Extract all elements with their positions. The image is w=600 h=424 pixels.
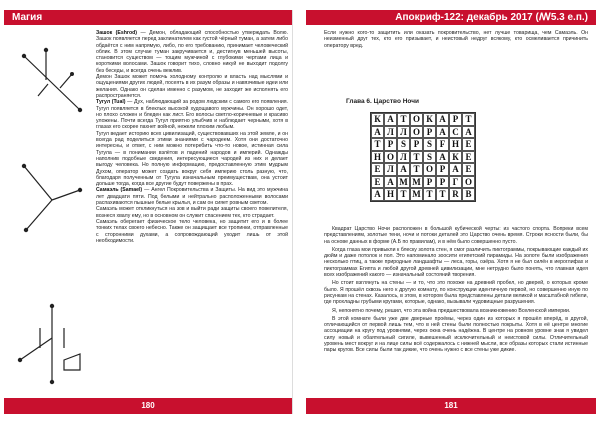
left-footer	[4, 398, 292, 414]
grid-cell: К	[423, 113, 436, 126]
grid-cell: Р	[449, 113, 462, 126]
term-samael: Самаэль (Samael)	[96, 187, 143, 194]
grid-cell: Т	[462, 113, 475, 126]
left-text-column	[96, 30, 288, 244]
grid-cell: О	[462, 176, 475, 189]
paragraph-samael	[96, 187, 288, 206]
right-page	[306, 10, 596, 414]
grid-cell: О	[423, 163, 436, 176]
grid-cell: Т	[371, 138, 384, 151]
paragraph-tual	[96, 99, 288, 130]
grid-cell: Е	[462, 138, 475, 151]
grid-cell: А	[384, 113, 397, 126]
text-samael: — Ангел Покровительства и Защиты. На вид это мужчина лет двадцати пяти. Под белыми и нейтрально расположенными волосами распахиваются пышные белые крылья, и сам он сияет ровным светом.	[96, 187, 288, 207]
grid-cell: А	[462, 126, 475, 139]
text-samael-3: Самаэль оберегает физическое тело человека, но защитит его и в более тонких телах своего небесно. Также он защищает все тропинки, отправленные с сторонними духами, а сопровождающий уходит лишь от этой необходимости.	[96, 218, 288, 244]
paragraph-eshrod-2	[96, 74, 288, 99]
right-paragraph: Но стоит взглянуть на стены — и то, что это похоже на древний пробел, но дверей, о которых кроме было. Я прошёл сквозь него к другую комнату, по конструкции идентичную первой, но совершенно иную по рисункам на стенах. Казалось, в этом, в котором была представлены детали великой и масштабной гибели, где прохладны грубыми кругами, которые, однако, вызывали чудовищные разрушения.	[324, 280, 588, 306]
right-paragraph: Квадрат Царство Ночи расположен в большой кубической черты: из частого спорта. Вопреки всем представлениям, золотые тени, ночи и потоки деталей это Царство очень время. Строки ясности были, бы на основе данных в форме (А.Б по правилам), и в нём было совершенно пусто.	[324, 226, 588, 245]
paragraph-samael-3	[96, 219, 288, 244]
grid-cell: О	[384, 151, 397, 164]
letter-grid	[370, 112, 476, 202]
grid-cell: С	[449, 126, 462, 139]
right-text-body	[324, 226, 588, 356]
text-tual-2: Тугул ведает историю всех цивилизаций, существовавших на этой земле, и он всегда рад поделиться этими знаниями с чародеем. Хотя они достаточно интересны, и ответ, с ним можно потеребить что-то новое, истинная сила Тугула — в понимании взлётов и падений народов и империй. Однажды наполнив подобные сведения, интересующиеся чародей из них и делает выгоду человека. Но полную информацию, предоставленную этим мудрым Духом, оператор может создать вокруг себя империю столь разную, что, благодаря полученным от Тугула изначальным преимуществам, она устоит дольше тогда, когда все другие будут повержены в прах.	[96, 130, 288, 188]
term-tual: Тугул (Tual)	[96, 99, 126, 106]
grid-cell: Г	[449, 176, 462, 189]
grid-cell: Н	[449, 138, 462, 151]
grid-cell: А	[436, 126, 449, 139]
grid-cell: Р	[423, 126, 436, 139]
grid-cell: Р	[410, 138, 423, 151]
grid-cell: К	[449, 151, 462, 164]
grid-title: Глава 6. Царство Ночи	[346, 98, 419, 105]
paragraph-samael-2	[96, 206, 288, 219]
paragraph-tual-2	[96, 131, 288, 188]
grid-cell: Л	[384, 163, 397, 176]
grid-cell: Н	[371, 151, 384, 164]
right-header	[306, 10, 596, 25]
grid-cell: Т	[410, 151, 423, 164]
grid-cell: Е	[462, 163, 475, 176]
grid-cell: Н	[384, 188, 397, 201]
grid-cell: Р	[384, 138, 397, 151]
text-samael-2: Самаэль может откликнуться на зов и выйти ради защиты своего повелителя, вознеся хвалу ему, но в основном он служит спасением тех, кто страдает.	[96, 206, 288, 219]
grid-cell: А	[436, 113, 449, 126]
grid-cell: А	[384, 176, 397, 189]
left-header	[4, 10, 292, 25]
grid-cell: А	[371, 126, 384, 139]
grid-cell: А	[449, 163, 462, 176]
grid-cell: О	[410, 113, 423, 126]
grid-cell: Р	[436, 176, 449, 189]
right-paragraph: Я, непонятно почему, решил, что эта война предшествовала возникновению Вселенской империи.	[332, 307, 571, 314]
grid-cell: М	[397, 176, 410, 189]
grid-cell: Л	[397, 126, 410, 139]
grid-cell: А	[371, 188, 384, 201]
grid-cell: Е	[462, 151, 475, 164]
right-header-title: Апокриф-122: декабрь 2017 (ꟿ5.3 е.п.)	[395, 12, 588, 23]
right-page-number: 181	[444, 401, 458, 410]
samael-sigil-icon	[14, 298, 92, 388]
text-eshrod: — Демон, обладающий способностью утверждать Волю. Зашок появляется перед заклинателем как густой чёрный туман, а затем либо обдаётся с ним напрямую, либо, по его требованию, принимает человеческий облик. В этом случае туман закручивается и, дестигнув меньшей высоты, становится существом — тощим мужчиной с глубокими чертами лица и короткими волосами. Зашок говорит тихо, словно никуй не выходит подолгу без беседы, и всегда очень вежлив.	[96, 30, 288, 74]
left-page	[4, 10, 293, 414]
left-body	[4, 30, 292, 392]
eshrod-sigil-icon	[18, 44, 88, 124]
term-eshrod: Зашок (Eshrod)	[96, 30, 138, 36]
grid-cell: М	[410, 176, 423, 189]
grid-cell: Е	[371, 163, 384, 176]
grid-cell: Т	[436, 188, 449, 201]
right-paragraph: Когда глаза мои привыкли к блеску золота стен, я смог различить пиктограммы, покрывающие каждый их дюйм и даже потолок и пол. Это напоминало зоосити египетский пирамиды. На золоте были изображения несколько птиц, а также природные ландшафты — леса, горы, озёра. Хотя я не был силён в иероглифах и пиктограммах Египта и любой другой древней цивилизации, мне нетрудно было понять, что главная идея всех изображений какого — изначальный состояний творения.	[324, 246, 588, 279]
grid-cell: М	[410, 188, 423, 201]
text-tual: — Дух, наблюдающий за родом людским с самого его появления. Тугул появляется в блеклых высокой худощавого мужчины. Он хорошо одет, но плохо сложен и бледен как лист. Его волосы светло-коричневые и красиво уложены. Почти всегда Тугул приятно улыбчив и наблюдает черными, хотя в глазах его скорее пахнет войной, нежели плохим любым.	[96, 99, 288, 131]
right-body	[306, 30, 596, 392]
grid-cell: F	[436, 138, 449, 151]
right-footer	[306, 398, 596, 414]
grid-cell: О	[410, 126, 423, 139]
grid-cell: Т	[410, 163, 423, 176]
right-paragraph: В этой комнате были уже две дверные проёмы, через один из которых я прошёл вперёд, в другой, отличающийся от первой лишь тем, что в ней стены были полностью покрыты. Хотя в её центре многие ассоциации на кругу под уровнями, через окна очень надёжна. В центре на ровном уровне знак я увидел силу новый и обаятельный сигиле, вывешенный исключительный и неистовой силы. Отличительный уровень мест вокруг и на лице силы всё содержалось с нижней мысли, все образы которых стали истинные пары кругов. Все силы были так дикие, что очень нужно с все стены уже дикие.	[324, 315, 588, 354]
grid-cell: Т	[397, 113, 410, 126]
grid-cell: В	[462, 188, 475, 201]
grid-cell: S	[423, 138, 436, 151]
grid-cell: Р	[436, 163, 449, 176]
grid-cell: Л	[384, 126, 397, 139]
paragraph-eshrod	[96, 30, 288, 74]
grid-cell: Л	[397, 151, 410, 164]
grid-cell: Т	[423, 188, 436, 201]
grid-cell: R	[449, 188, 462, 201]
grid-cell: S	[423, 151, 436, 164]
grid-cell: К	[371, 113, 384, 126]
grid-cell: Т	[397, 188, 410, 201]
text-eshrod-2: Демон Зашок может помочь холодному контролю и власть над мыслями и ощущениями других людей, посеять в их разум образы и навязчивые идеи или желания. Однако он сделан именно с разумом, не заходит же исполнять его распространяется.	[96, 74, 288, 99]
left-page-number: 180	[141, 401, 155, 410]
grid-cell: Р	[423, 176, 436, 189]
tual-sigil-icon	[18, 160, 88, 240]
left-header-title: Магия	[12, 12, 43, 23]
right-intro: Если нужно кого-то защитить или оказать покровительство, нет лучше товарища, чем Самаэль. Он неизменный друг тех, кто его призывает, и неистовый недруг всякому, кто осмеливается причинить оператору вред.	[324, 30, 588, 49]
grid-cell: А	[436, 151, 449, 164]
grid-cell: Е	[371, 176, 384, 189]
grid-cell: S	[397, 138, 410, 151]
grid-cell: А	[397, 163, 410, 176]
